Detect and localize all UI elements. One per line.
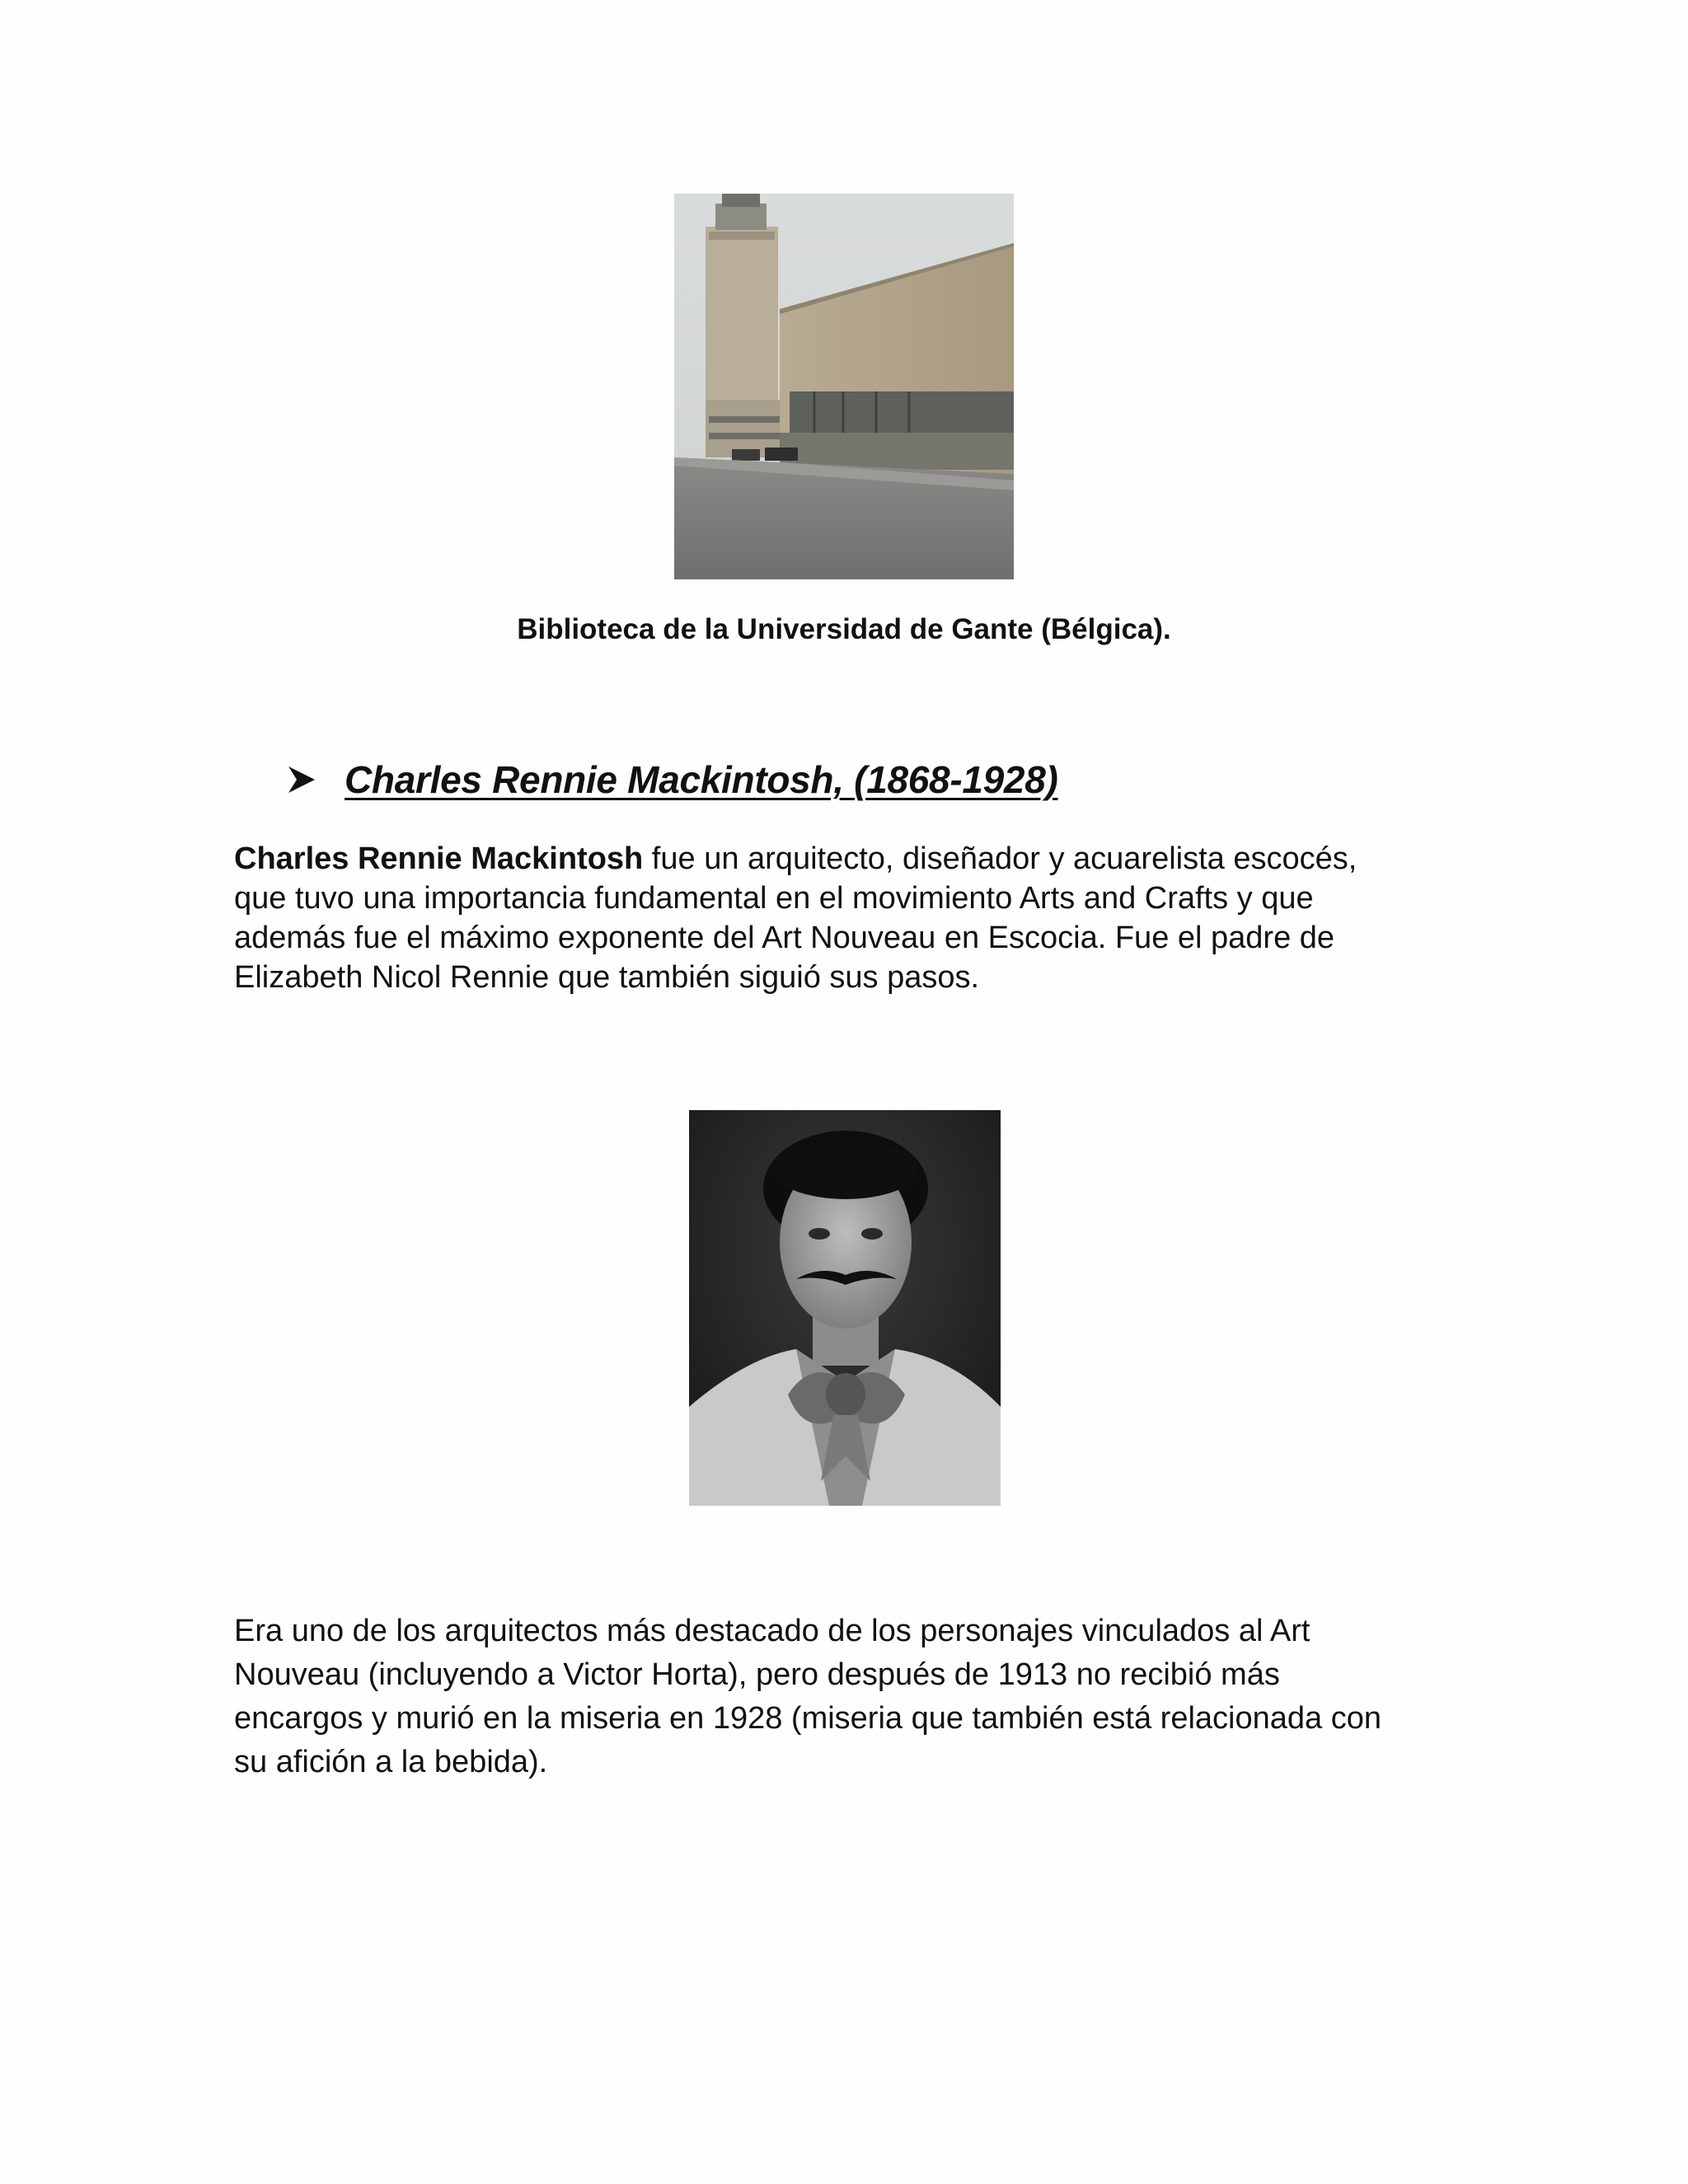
arrow-bullet-icon	[285, 763, 318, 796]
paragraph-line: encargos y murió en la miseria en 1928 (miseria que también está relacionada con	[234, 1701, 1381, 1736]
bold-name: Charles Rennie Mackintosh	[234, 841, 644, 876]
paragraph-line: Era uno de los arquitectos más destacado de los personajes vinculados al Art	[234, 1614, 1311, 1648]
library-photo	[674, 194, 1014, 579]
library-building-image	[674, 194, 1014, 579]
line-text: fue un arquitecto, diseñador y acuarelista escocés,	[643, 841, 1357, 876]
paragraph-line: Elizabeth Nicol Rennie que también siguió sus pasos.	[234, 960, 980, 995]
section-heading	[285, 757, 1058, 803]
intro-paragraph	[234, 839, 1487, 997]
paragraph-line: Nouveau (incluyendo a Victor Horta), pero después de 1913 no recibió más	[234, 1657, 1280, 1692]
paragraph-line: que tuvo una importancia fundamental en el movimiento Arts and Crafts y que	[234, 881, 1314, 916]
section-title: Charles Rennie Mackintosh, (1868-1928)	[345, 758, 1058, 801]
figure-caption: Biblioteca de la Universidad de Gante (Bélgica).	[517, 613, 1171, 645]
paragraph-line: su afición a la bebida).	[234, 1745, 548, 1779]
body-paragraph	[234, 1610, 1487, 1784]
mackintosh-portrait-image	[689, 1110, 1001, 1506]
portrait-photo	[689, 1110, 1001, 1506]
paragraph-line: además fue el máximo exponente del Art Nouveau en Escocia. Fue el padre de	[234, 921, 1335, 955]
paragraph-line	[234, 839, 1487, 879]
